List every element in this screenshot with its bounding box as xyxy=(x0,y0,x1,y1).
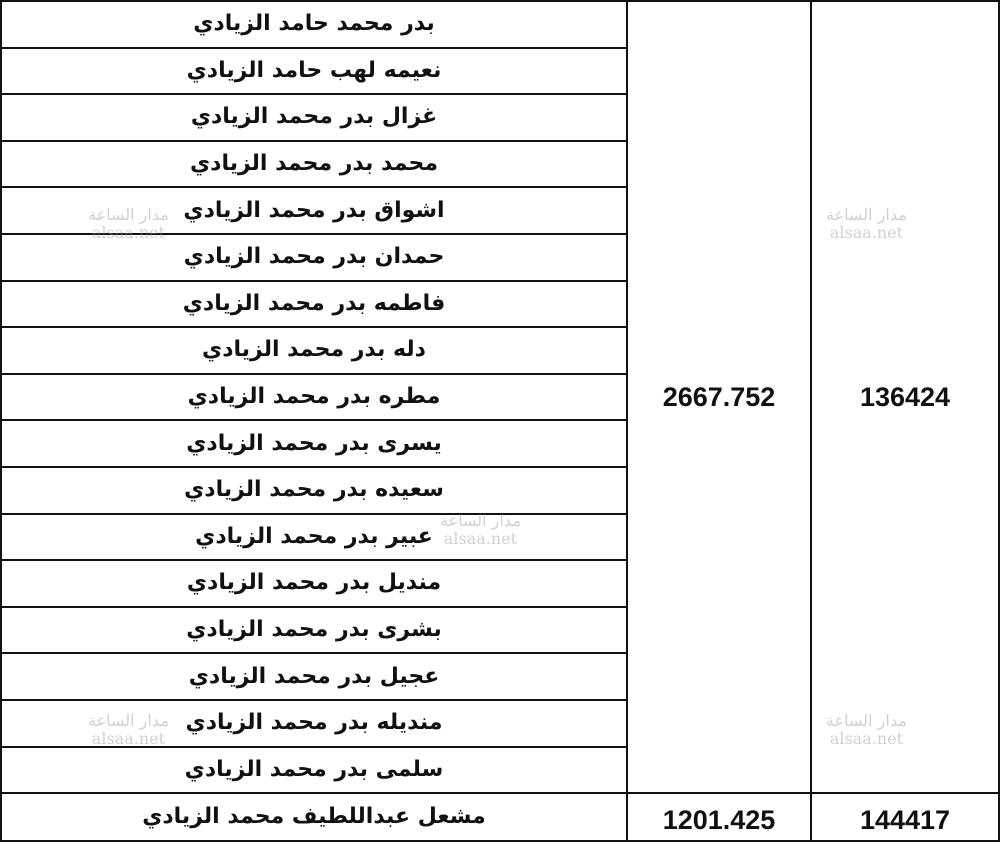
watermark-arabic: مدار الساعة xyxy=(826,205,907,224)
name-cell: عجيل بدر محمد الزيادي xyxy=(1,653,627,700)
plot-number-cell: 136424 xyxy=(811,1,999,793)
watermark-latin: alsaa.net xyxy=(91,729,166,748)
watermark-latin: alsaa.net xyxy=(829,223,904,242)
name-cell: محمد بدر محمد الزيادي xyxy=(1,141,627,188)
watermark-arabic: مدار الساعة xyxy=(440,511,521,530)
name-cell: فاطمه بدر محمد الزيادي xyxy=(1,281,627,328)
watermark-latin: alsaa.net xyxy=(91,223,166,242)
name-cell: بشرى بدر محمد الزيادي xyxy=(1,607,627,654)
name-cell: يسرى بدر محمد الزيادي xyxy=(1,420,627,467)
name-cell: اشواق بدر محمد الزيادي xyxy=(1,187,627,234)
name-cell: سلمى بدر محمد الزيادي xyxy=(1,747,627,794)
watermark-arabic: مدار الساعة xyxy=(826,711,907,730)
watermark-latin: alsaa.net xyxy=(829,729,904,748)
name-cell: نعيمه لهب حامد الزيادي xyxy=(1,48,627,95)
name-cell: بدر محمد حامد الزيادي xyxy=(1,1,627,48)
area-cell: 2667.752 xyxy=(627,1,811,793)
area-cell: 1201.425 xyxy=(627,793,811,841)
name-cell: مشعل عبداللطيف محمد الزيادي xyxy=(1,793,627,841)
name-cell: عبير بدر محمد الزيادي xyxy=(1,514,627,561)
name-cell: منديله بدر محمد الزيادي xyxy=(1,700,627,747)
name-cell: دله بدر محمد الزيادي xyxy=(1,327,627,374)
plot-number-cell: 144417 xyxy=(811,793,999,841)
watermark-arabic: مدار الساعة xyxy=(88,711,169,730)
name-cell: منديل بدر محمد الزيادي xyxy=(1,560,627,607)
name-cell: غزال بدر محمد الزيادي xyxy=(1,94,627,141)
watermark-arabic: مدار الساعة xyxy=(88,205,169,224)
name-cell: حمدان بدر محمد الزيادي xyxy=(1,234,627,281)
table-body xyxy=(1,1,999,841)
name-cell: مطره بدر محمد الزيادي xyxy=(1,374,627,421)
table-row xyxy=(1,1,999,48)
name-cell: سعيده بدر محمد الزيادي xyxy=(1,467,627,514)
watermark-latin: alsaa.net xyxy=(443,529,518,548)
table-row xyxy=(1,793,999,841)
